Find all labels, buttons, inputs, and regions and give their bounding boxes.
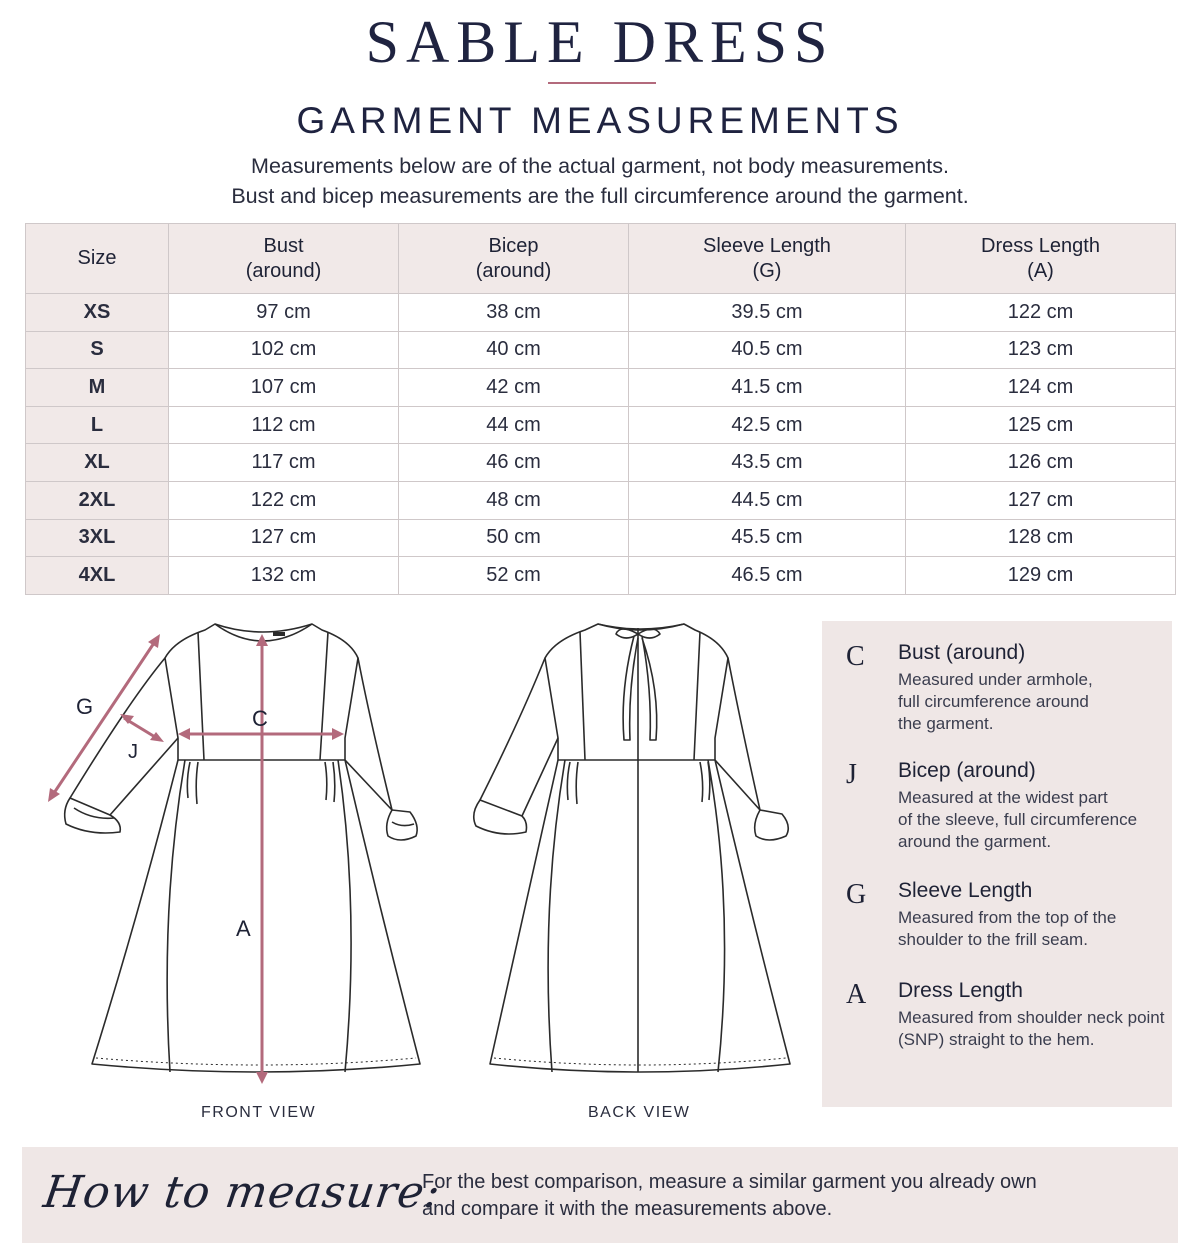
- size-cell: XL: [26, 444, 169, 482]
- bust-cell: 107 cm: [169, 369, 399, 407]
- header-subtext: (around): [475, 259, 552, 282]
- header-text: Sleeve Length: [703, 234, 831, 257]
- legend-desc-line: of the sleeve, full circumference: [898, 810, 1138, 829]
- column-header-sleeve: [629, 224, 906, 294]
- legend-letter: G: [846, 879, 867, 910]
- bicep-cell: 42 cm: [399, 369, 629, 407]
- header-text: Dress Length: [981, 234, 1100, 257]
- legend-desc-line: Measured at the widest part: [898, 788, 1108, 807]
- bust-cell: 112 cm: [169, 406, 399, 444]
- bicep-cell: 46 cm: [399, 444, 629, 482]
- arrow-g: [52, 640, 156, 796]
- legend-desc-line: Measured from the top of the: [898, 908, 1117, 927]
- measurement-legend: [822, 621, 1172, 1107]
- bust-cell: 122 cm: [169, 481, 399, 519]
- sleeve-cell: 41.5 cm: [629, 369, 906, 407]
- section-subtitle: GARMENT MEASUREMENTS: [296, 100, 904, 141]
- size-table: [25, 223, 1176, 595]
- legend-description: [898, 669, 1178, 735]
- legend-description: [898, 907, 1178, 951]
- sleeve-cell: 39.5 cm: [629, 294, 906, 332]
- legend-desc-line: around the garment.: [898, 832, 1052, 851]
- front-dress-drawing: [65, 624, 420, 1072]
- sleeve-cell: 43.5 cm: [629, 444, 906, 482]
- legend-letter: A: [846, 979, 867, 1010]
- length-cell: 126 cm: [906, 444, 1176, 482]
- length-cell: 129 cm: [906, 557, 1176, 595]
- bicep-cell: 52 cm: [399, 557, 629, 595]
- legend-letter: J: [846, 759, 857, 790]
- size-cell: XS: [26, 294, 169, 332]
- bicep-cell: 38 cm: [399, 294, 629, 332]
- table-row: [26, 481, 1176, 519]
- legend-description: [898, 1007, 1178, 1051]
- legend-description: [898, 787, 1178, 853]
- legend-title: Dress Length: [898, 979, 1023, 1002]
- marker-a: A: [236, 916, 251, 941]
- intro-line-1: Measurements below are of the actual garment, not body measurements.: [251, 154, 949, 178]
- table-row: [26, 369, 1176, 407]
- bust-cell: 132 cm: [169, 557, 399, 595]
- front-view-label: FRONT VIEW: [201, 1104, 317, 1121]
- marker-c: C: [252, 706, 268, 731]
- size-cell: 4XL: [26, 557, 169, 595]
- table-row: [26, 557, 1176, 595]
- length-cell: 123 cm: [906, 331, 1176, 369]
- bicep-cell: 48 cm: [399, 481, 629, 519]
- legend-desc-line: shoulder to the frill seam.: [898, 930, 1088, 949]
- marker-g: G: [76, 694, 94, 719]
- column-header-bust: [169, 224, 399, 294]
- size-cell: 2XL: [26, 481, 169, 519]
- back-view-label: BACK VIEW: [588, 1104, 691, 1121]
- marker-j: J: [128, 741, 138, 763]
- table-header-row: [26, 224, 1176, 294]
- bust-cell: 102 cm: [169, 331, 399, 369]
- size-cell: 3XL: [26, 519, 169, 557]
- length-cell: 125 cm: [906, 406, 1176, 444]
- legend-desc-line: the garment.: [898, 714, 994, 733]
- table-row: [26, 444, 1176, 482]
- legend-title: Sleeve Length: [898, 879, 1033, 902]
- sleeve-cell: 42.5 cm: [629, 406, 906, 444]
- sleeve-cell: 44.5 cm: [629, 481, 906, 519]
- legend-desc-line: Measured from shoulder neck point: [898, 1008, 1165, 1027]
- how-to-measure-banner: [22, 1147, 1178, 1243]
- bicep-cell: 50 cm: [399, 519, 629, 557]
- legend-title: Bicep (around): [898, 759, 1036, 782]
- dress-diagram: [0, 610, 820, 1130]
- legend-desc-line: full circumference around: [898, 692, 1089, 711]
- legend-desc-line: Measured under armhole,: [898, 670, 1093, 689]
- column-header-length: [906, 224, 1176, 294]
- sleeve-cell: 46.5 cm: [629, 557, 906, 595]
- header-text: Size: [77, 247, 117, 269]
- intro-text: [0, 151, 1200, 211]
- header-subtext: (around): [245, 259, 322, 282]
- how-to-measure-text: [422, 1169, 1037, 1223]
- sleeve-cell: 45.5 cm: [629, 519, 906, 557]
- page-title: SABLE DRESS: [365, 9, 835, 75]
- bust-cell: 127 cm: [169, 519, 399, 557]
- how-to-line: and compare it with the measurements above.: [422, 1198, 833, 1220]
- column-header-size: [26, 224, 169, 294]
- bicep-cell: 44 cm: [399, 406, 629, 444]
- table-row: [26, 406, 1176, 444]
- legend-letter: C: [846, 641, 865, 672]
- size-cell: M: [26, 369, 169, 407]
- header-text: Bicep: [488, 234, 539, 257]
- size-cell: S: [26, 331, 169, 369]
- length-cell: 124 cm: [906, 369, 1176, 407]
- header-subtext: (G): [752, 259, 782, 282]
- legend-desc-line: (SNP) straight to the hem.: [898, 1030, 1095, 1049]
- table-row: [26, 331, 1176, 369]
- header-subtext: (A): [1027, 259, 1054, 282]
- table-row: [26, 294, 1176, 332]
- how-to-line: For the best comparison, measure a similar garment you already own: [422, 1171, 1037, 1193]
- bicep-cell: 40 cm: [399, 331, 629, 369]
- sleeve-cell: 40.5 cm: [629, 331, 906, 369]
- intro-line-2: Bust and bicep measurements are the full circumference around the garment.: [231, 184, 969, 208]
- legend-title: Bust (around): [898, 641, 1026, 664]
- header-text: Bust: [263, 234, 304, 257]
- size-cell: L: [26, 406, 169, 444]
- column-header-bicep: [399, 224, 629, 294]
- back-dress-drawing: [474, 624, 790, 1072]
- how-to-measure-heading: How to measure:: [40, 1167, 445, 1218]
- table-row: [26, 519, 1176, 557]
- bust-cell: 117 cm: [169, 444, 399, 482]
- length-cell: 122 cm: [906, 294, 1176, 332]
- title-divider: [548, 82, 656, 84]
- bust-cell: 97 cm: [169, 294, 399, 332]
- length-cell: 127 cm: [906, 481, 1176, 519]
- length-cell: 128 cm: [906, 519, 1176, 557]
